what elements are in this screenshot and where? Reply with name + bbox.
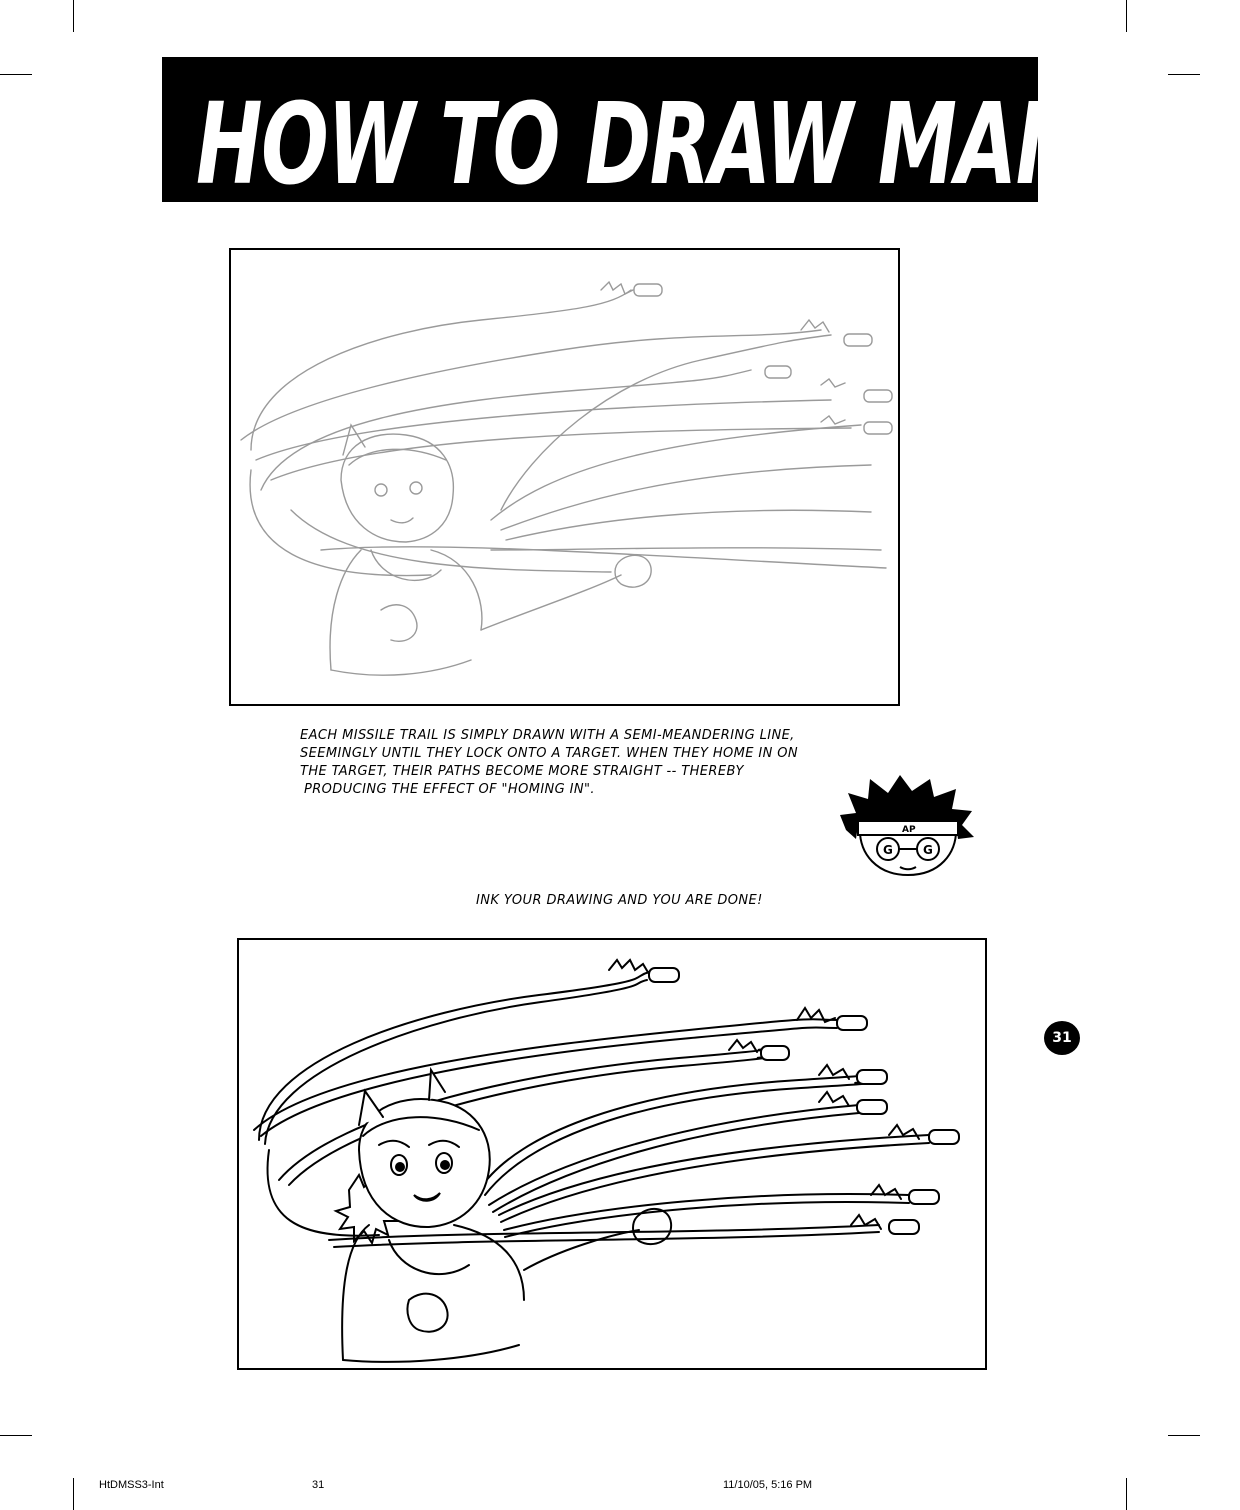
crop-mark-top-left-v bbox=[73, 0, 74, 32]
pencil-sketch-panel bbox=[229, 248, 900, 706]
crop-mark-top-left-h bbox=[0, 74, 32, 75]
pencil-sketch-illustration bbox=[231, 250, 898, 704]
caption-line-3: THE TARGET, THEIR PATHS BECOME MORE STRAIGHT -- THEREBY bbox=[300, 764, 744, 779]
page-number-badge: 31 bbox=[1044, 1021, 1080, 1055]
crop-mark-bottom-left-v bbox=[73, 1478, 74, 1510]
mascot-eye-right: G bbox=[923, 843, 933, 857]
artist-mascot-head-icon bbox=[838, 775, 978, 880]
crop-mark-bottom-right-h bbox=[1168, 1435, 1200, 1436]
crop-mark-top-right-v bbox=[1126, 0, 1127, 32]
title-banner bbox=[162, 57, 1240, 210]
mascot-eye-left: G bbox=[883, 843, 893, 857]
mascot-headband-label: AP bbox=[902, 825, 916, 835]
ink-instruction-caption: INK YOUR DRAWING AND YOU ARE DONE! bbox=[476, 893, 763, 908]
caption-line-2: SEEMINGLY UNTIL THEY LOCK ONTO A TARGET. WHEN THEY HOME IN ON bbox=[300, 746, 799, 761]
footer-page-number: 31 bbox=[312, 1479, 325, 1491]
crop-mark-bottom-left-h bbox=[0, 1435, 32, 1436]
crop-mark-bottom-right-v bbox=[1126, 1478, 1127, 1510]
inked-drawing-panel bbox=[237, 938, 987, 1370]
footer-timestamp: 11/10/05, 5:16 PM bbox=[723, 1479, 813, 1491]
page-title: HOW TO DRAW MANGA! bbox=[196, 80, 1240, 210]
inked-drawing-illustration bbox=[239, 940, 985, 1368]
missile-trail-caption bbox=[300, 727, 860, 799]
footer-file-name: HtDMSS3-Int bbox=[99, 1479, 164, 1491]
caption-line-1: EACH MISSILE TRAIL IS SIMPLY DRAWN WITH A SEMI-MEANDERING LINE, bbox=[300, 728, 795, 743]
caption-line-4: PRODUCING THE EFFECT OF "HOMING IN". bbox=[304, 782, 595, 797]
